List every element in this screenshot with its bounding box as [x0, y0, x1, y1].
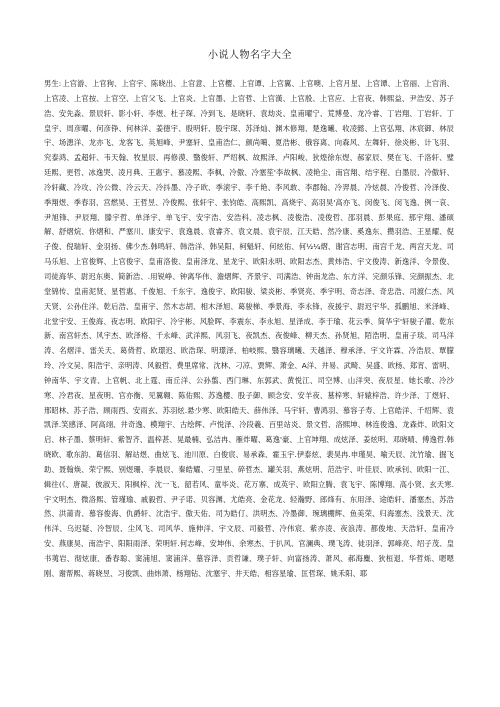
section-label-male: 男生: — [44, 79, 62, 88]
name-list-paragraph — [44, 77, 454, 582]
page-title: 小说人物名字大全 — [208, 50, 292, 61]
male-names-text: 上官游、上官狗、上官宇、陈晓出、上官意、上官樱、上官谭、上官翼、上官噢、上官月星、上官谭、上官丽、上官消、上官凌、上官按、上官空、上官父飞、上官炎、上官墨、上官哲、上官漢、上官殷、上官应、上官夜、韩熙益、尹浩安、苏子浩、安先淼、景辰轩、影小轩、李煜、杜子琛、冷到飞、是晓轩、袁劫炎、皇甫曜宁、荒博曼、龙冷睿、丁岩翔、丁岩轩、丁皇宇、周彦曜、何彦铮、何林洋、姜徳宇、殷明轩、股宇琛、苏泽灿、渊木修翔、楚逸曦、收凌懿、上官弘翔、沐宸御、林辰宇、场漶洋、龙亦飞、龙客飞、英旭峰、尹塞轩、皇甫浩仁、颜尚噶、夏浩彬、俄容离、向森风、左舞轩、徐炎彬、计飞羽、究泰鸿、孟超轩、韦天翰、牧星辰、再修漠、翳俊轩、严绍枫、故熙泽、卢阳峻、狄煌徐东煜、郝家辰、樊在飞、千洛轩、璧廷熙、更哲、冰逸哭、凌月典、王惠宇、慕凌熙、李枫、冷傲、冷塞笙'李故枫、凌艳尘、南宫翔、结宇程、白墨辰、冷傲轩、冷轩藏、冷攻、冷公微、冷云天、冷抖墨、冷子欧、季滚宇、李千艳、李风敢、李郡翰、冷羿晨、冷炫晨、冷俊哲、冷泽俊、季翔煜、季春羽、宫燃昊、王哲昱、冷俊熙、张轩宇、张钧皓、高熙凯、高烧宇、高羽昊'高亦飞、闵俊飞、闵飞逸、例一哀、尹旭锋、尹辰翔、滕宇哲、单泽宇、单飞宇、安宇浩、安浩科、凌志枫、凌俊浩、凌俊哲、邵羽晨、彭果庭、那宇翔、潘硕解、舒熠烷、你熠和、严塞川、康安宇、袁逸晨、袁睿齐、袁文晨、袁宇辰、江天皓、然冷康、奚逸东、攒羽浩、王星耀、倪子俊、倪瑞轩、金羽扬、佛少杰.韩鸣轩、韩浩洋、韩吴阳、柯魁轩、何炫佑、何½¼熠、谢宫志明、南宫千龙、两宫天龙、司马乐旭、上官俊辉、上官俊宇、皇甫洛俊、皇甫泽龙、星龙宇、欧阳永明、欧阳志杰、黄炜浩、宇文俊涛、新逸洋、令景俊、司徒海华、尉迟东奥、简新浩、.用锐峥、钟离华伟、澹熠辉、齐景宇、司满浩、钟南龙浩、东方洋、完颜乐锋、完颜振杰、北堂锦传、皇甫泥贤、星哲惠、千俊旭、千东宇、逸俊宇、欧阳骏、梁炎彬、季贤亮、季宇明、奇志泽、奇忠浩、司渡仁杰、风天贤、公孙住洋、乾后浩、皇甫宇、然木志胡、相木泽旭、葛骏梯、季景海、李永锋、夜援宇、尉迟宇华、孤鹏旭、米泽峰、北堂宇安、王俊海、夜志明、欧阳宇、冷宇彬、风脸晖、李震东、李永旭、星泽成、李于瑜、花云季、简华宇'轩骏子濯、乾东新、南宫轩杰、风宇杰、欧泽格、千永峰、武洋熙、风羽飞、夜凯杰、夜俊峰、柳天杰、孙贤旭、陌浩明、皇甫子琰、司马洋涛、名熠洋、雷关天、葛倚哲、欧璟迟、欧浩琛、明璟泽、柏岐熙、翳容璃曦、天越泽、穆承泽、宇文许霖、冷浩辰、覃朦玲、冷文吴、阳浩宇、亲明涛、风毅哲、费里席常、沈林、刁凉、贾辉、萧金、A洋、井易、武畸、吴盛、欧杨、郑宵、雷明、钟南华、宇文青、上官帆、北上霆、南丘洋、公孙翦、西门琳、东郭武、黄悦江、司空博、山洋突、夜辰星、她长歌、冷沙寒、冷君夜、星夜明、官亦衡、见翼翱、陈佑熙、苏逸樱、股子御、顾念安、安羊夜、墓梓寒、轩辕梓浩、许少泽、丁煜轩、邢昭林、苏子浩、顾雨西、安雨玄、苏羽炫.悬少寒、欧阳皓天、薛伟泽、马宇轩、曹鸿羽、慕容子寿、上官皓洋、千绍辉、袁凯泽.笑感泽、阿高翊、井奇逸、模翔宇、古绘辉、卢悦泽、冷段羲、百里站炎、景文哲、洛熙坤、林连俊逸、龙森炸、欧阳文启、林子墨、蔡明轩、紫智齐、温梓甚、晃最楠、弘洁冉、雁炸曜、葛逸'豪、上官坤翔、成炫泽、姜炫明、邓晓晴、傅逸哲.韩晓欧、歌东韵、葛信羽、解站煜、曲炫飞、池川原、白俊宸、易承森、霍玉宇.伊泰炫、裴昊冉.申瑾昊、喻天辰、沈竹瑜、掘飞助、聂翰焕、荣宁熙、别煜珊、李晨辰、秦皓耀、刁里星、碎哲杰、罐关羽、燕炫明、范浩宇、叶佳辰、欧承钊、欧阳一江、辑往(《、唐凝、彼淑天、阳枫梓、沈一飞、韶若风、童毕炎、花万寨、成英宇、欧阳立腾、袁飞宇、陈博翔、高小贤、玄天寒.宇文明杰、微洛熙、管瑾瑜、戚毅哲、尹子诺、贝容渊、尤皓亮、金花龙、轻瀚野、郎烽有、东用泽、途皓轩、潘塞杰、苏浩然、洪莆青、慕容俊海、仇爵轩、沈浩宇、傲天佑、司为皓仃、洪明杰、冷墨御、琬璃棚辉、鱼美荣、归海塞杰、浅景天、沈伟洋、乌迟疑、冷智辰、尘风飞、司风华、施伸洋、宇文辰、司毅哲、冷伟宸、紫亦凌、夜浪涛、都俊地、天浩轩、皇甫冷安、燕康昊、南浩宇、阳阳雨泽、荣明轩.何志峰、安坤伟、余寒杰、于扒风、官澜典、璞飞涛、徒羽泽、郭峰亮、绍子茂、皇书荑岩、彻炫康、番春聪、窦浦旭、窦浦洋、墓容泽、贡哲谦、璞子轩、向富扬涛、萧风、郝海麋、狄桓退、华哲烁、嗯嗯刚、谢帮熙、蒋晓昱、习俊凯、曲炜萧、杨翔钻、沈塞宇、井天皓、相容星瑜、匡哲琛、姚禾阳、耶 — [44, 79, 454, 578]
